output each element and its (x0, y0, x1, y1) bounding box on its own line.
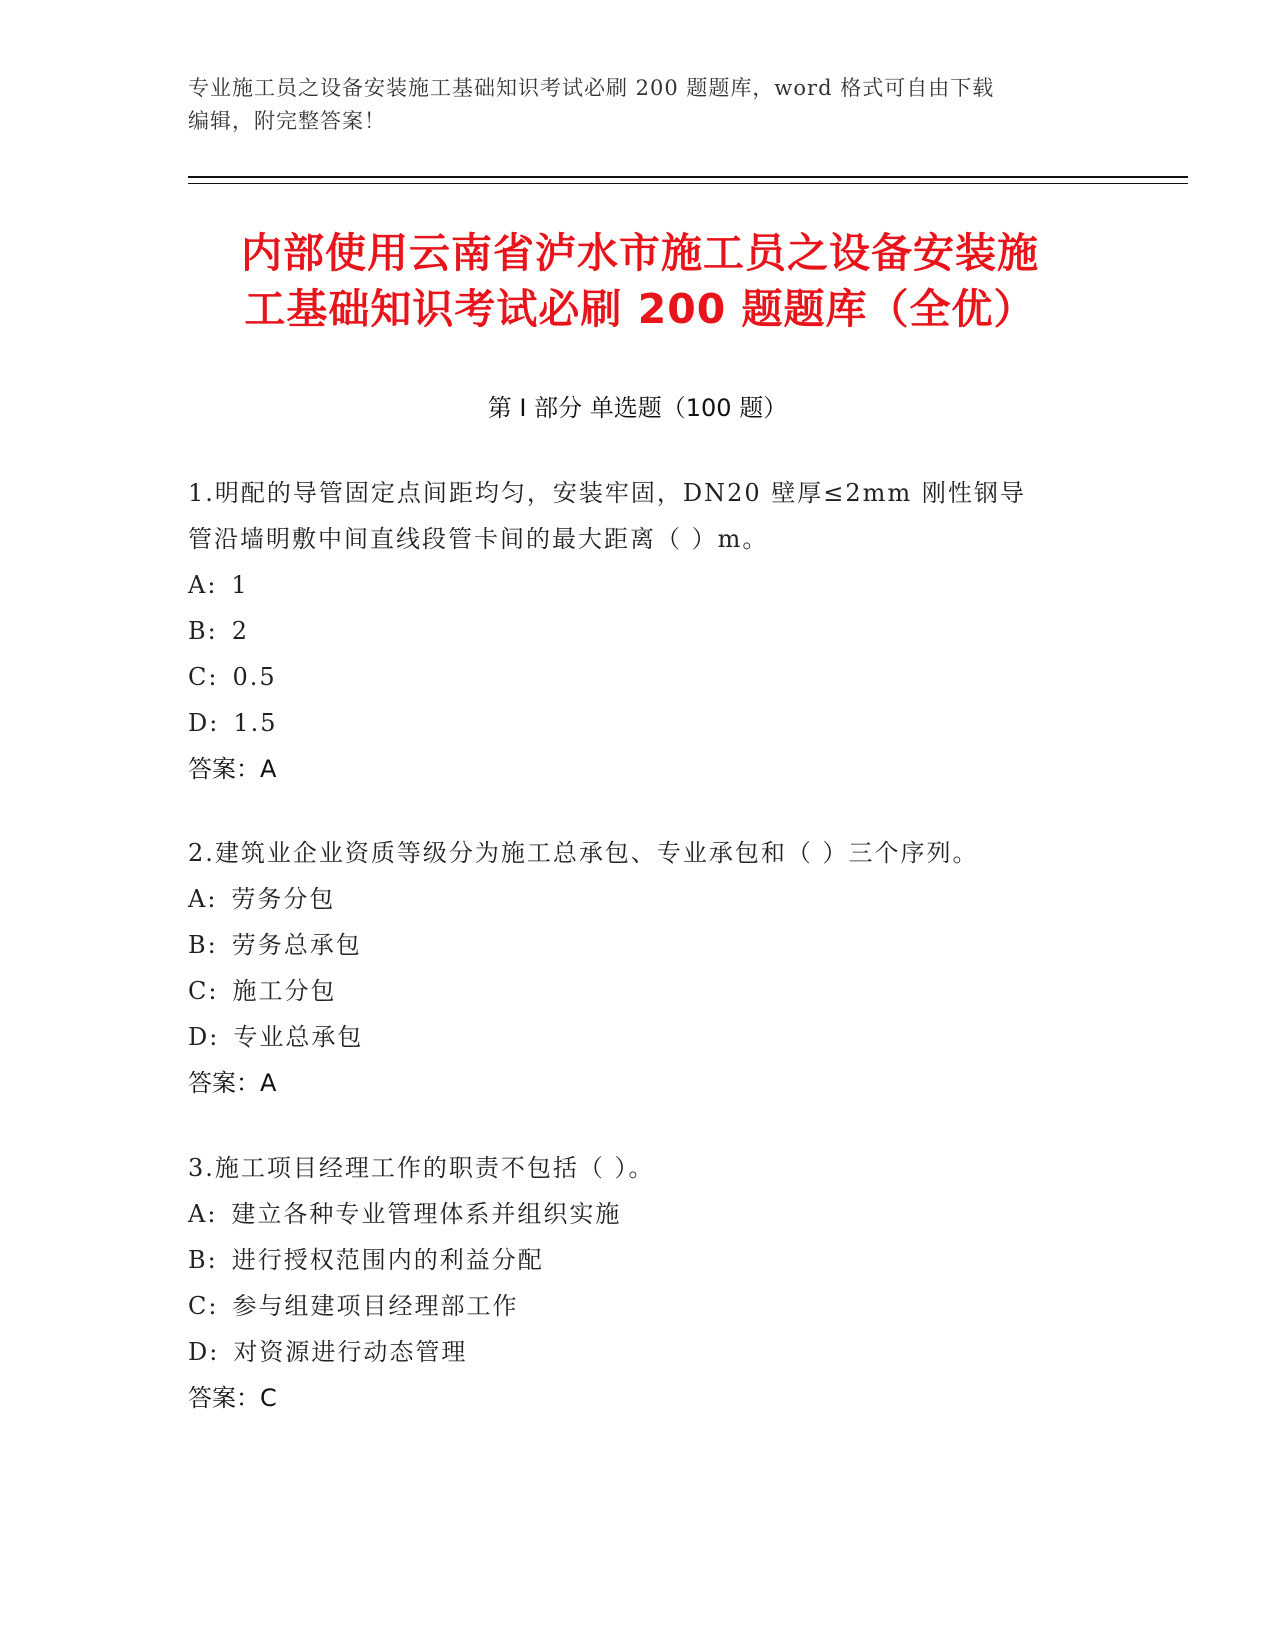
option-text: 2 (231, 617, 250, 645)
option-text: 劳务分包 (231, 885, 336, 913)
header-divider-thin (188, 183, 1188, 184)
header-note-line-1: 专业施工员之设备安装施工基础知识考试必刷 200 题题库，word 格式可自由下载 (188, 76, 995, 100)
option-text: 1 (231, 571, 249, 599)
question-3 (188, 1145, 1088, 1421)
option-a (188, 1191, 1088, 1237)
document-title-line-1: 内部使用云南省泸水市施工员之设备安装施 (241, 229, 1039, 277)
option-key: C: (188, 663, 219, 691)
option-c (188, 1283, 1088, 1329)
option-text: 建立各种专业管理体系并组织实施 (231, 1200, 622, 1228)
option-text: 参与组建项目经理部工作 (232, 1292, 519, 1320)
answer-line: 答案：C (188, 1384, 277, 1412)
answer-line: 答案：A (188, 1069, 277, 1097)
option-text: 1.5 (233, 709, 278, 737)
question-stem-line: 管沿墙明敷中间直线段管卡间的最大距离（ ）m。 (188, 525, 769, 553)
option-b (188, 1237, 1088, 1283)
option-a (188, 562, 1088, 608)
option-key: B: (188, 617, 218, 645)
question-stem-line: 2.建筑业企业资质等级分为施工总承包、专业承包和（ ）三个序列。 (188, 839, 979, 867)
option-text: 进行授权范围内的利益分配 (231, 1246, 544, 1274)
document-header-note (188, 72, 1088, 138)
section-heading: 第 I 部分 单选题（100 题） (487, 394, 788, 422)
option-c (188, 654, 1088, 700)
option-text: 对资源进行动态管理 (233, 1338, 468, 1366)
option-d (188, 700, 1088, 746)
document-title-line-2: 工基础知识考试必刷 200 题题库（全优） (244, 285, 1036, 333)
document-title (140, 225, 1140, 337)
question-stem-line: 3.施工项目经理工作的职责不包括（ ）。 (188, 1154, 655, 1182)
option-key: D: (188, 1338, 220, 1366)
option-key: C: (188, 977, 219, 1005)
option-text: 劳务总承包 (231, 931, 362, 959)
answer-line: 答案：A (188, 755, 277, 783)
option-b (188, 608, 1088, 654)
option-key: A: (188, 1200, 218, 1228)
option-b (188, 922, 1088, 968)
question-2 (188, 830, 1088, 1106)
question-stem-line: 1.明配的导管固定点间距均匀，安装牢固，DN20 壁厚≤2mm 刚性钢导 (188, 479, 1026, 507)
option-key: D: (188, 1023, 220, 1051)
option-key: A: (188, 571, 218, 599)
option-key: C: (188, 1292, 219, 1320)
option-key: D: (188, 709, 220, 737)
option-d (188, 1329, 1088, 1375)
option-text: 专业总承包 (233, 1023, 364, 1051)
header-divider-thick (188, 176, 1188, 178)
question-1 (188, 470, 1088, 792)
option-text: 0.5 (232, 663, 277, 691)
option-text: 施工分包 (232, 977, 337, 1005)
option-a (188, 876, 1088, 922)
header-note-line-2: 编辑，附完整答案！ (188, 109, 386, 133)
option-key: B: (188, 1246, 218, 1274)
option-key: A: (188, 885, 218, 913)
option-key: B: (188, 931, 218, 959)
option-c (188, 968, 1088, 1014)
option-d (188, 1014, 1088, 1060)
